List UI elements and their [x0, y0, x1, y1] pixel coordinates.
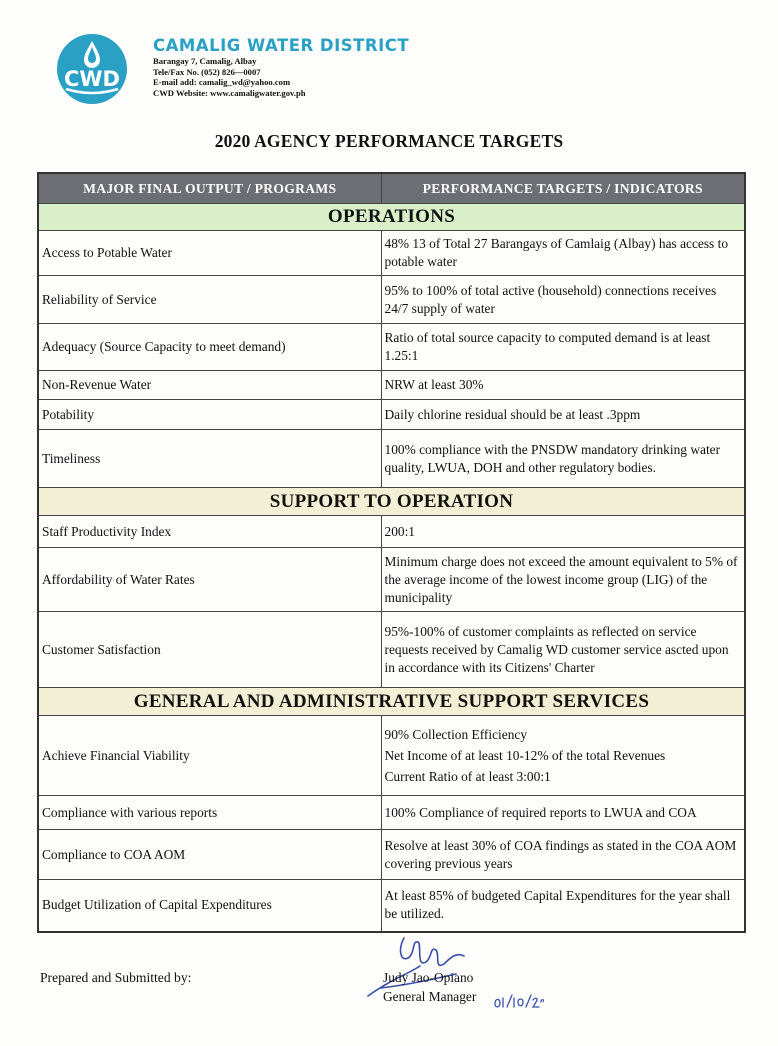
program-cell: Compliance with various reports: [38, 796, 381, 830]
table-row: [38, 371, 745, 400]
org-website: CWD Website: www.camaligwater.gov.ph: [153, 87, 306, 98]
table-row: [38, 830, 745, 880]
section-title: SUPPORT TO OPERATION: [38, 488, 745, 516]
table-row: [38, 430, 745, 488]
target-cell: 100% compliance with the PNSDW mandatory drinking water quality, LWUA, DOH and other regulatory bodies.: [381, 430, 745, 488]
table-header-row: [38, 173, 745, 204]
section-title: GENERAL AND ADMINISTRATIVE SUPPORT SERVICES: [38, 688, 745, 716]
target-cell: Ratio of total source capacity to computed demand is at least 1.25:1: [381, 324, 745, 371]
signatory-name: Judy Jao-Opiano: [383, 970, 474, 985]
target-cell: 100% Compliance of required reports to LWUA and COA: [381, 796, 745, 830]
program-cell: Budget Utilization of Capital Expenditures: [38, 880, 381, 932]
section-header-general-admin-support: [38, 688, 745, 716]
performance-targets-table: [37, 172, 746, 933]
column-header-programs: MAJOR FINAL OUTPUT / PROGRAMS: [38, 173, 381, 204]
logo-text: CWD: [63, 67, 121, 91]
table-row: [38, 400, 745, 430]
program-cell: Customer Satisfaction: [38, 612, 381, 688]
section-title: OPERATIONS: [38, 204, 745, 231]
target-cell: NRW at least 30%: [381, 371, 745, 400]
target-cell: Minimum charge does not exceed the amount equivalent to 5% of the average income of the lowest income group (LIG) of the municipality: [381, 548, 745, 612]
table-row: [38, 276, 745, 324]
org-address: Barangay 7, Camalig, Albay: [153, 56, 257, 66]
prepared-by-label: Prepared and Submitted by:: [40, 970, 192, 985]
section-header-support-to-operation: [38, 488, 745, 516]
signatory-title: General Manager: [383, 989, 477, 1004]
table-row: [38, 231, 745, 276]
program-cell: Affordability of Water Rates: [38, 548, 381, 612]
section-header-operations: [38, 204, 745, 231]
cwd-logo: [56, 33, 128, 105]
program-cell: Non-Revenue Water: [38, 371, 381, 400]
org-telefax: Tele/Fax No. (052) 826—0007: [153, 66, 261, 77]
handwritten-date: [492, 990, 544, 1010]
table-row: [38, 796, 745, 830]
table-row: [38, 516, 745, 548]
column-header-targets: PERFORMANCE TARGETS / INDICATORS: [381, 173, 745, 204]
program-cell: Achieve Financial Viability: [38, 716, 381, 796]
target-cell: Daily chlorine residual should be at least .3ppm: [381, 400, 745, 430]
table-row: [38, 612, 745, 688]
kpi-net-income: Net Income of at least 10-12% of the total Revenues: [384, 747, 666, 763]
kpi-collection-efficiency: 90% Collection Efficiency: [384, 726, 528, 742]
org-name: CAMALIG WATER DISTRICT: [153, 36, 410, 55]
program-cell: Adequacy (Source Capacity to meet demand): [38, 324, 381, 371]
program-cell: Reliability of Service: [38, 276, 381, 324]
target-cell: [381, 716, 745, 796]
target-cell: 95% to 100% of total active (household) connections receives 24/7 supply of water: [381, 276, 745, 324]
kpi-current-ratio: Current Ratio of at least 3:00:1: [384, 768, 551, 784]
target-cell: Resolve at least 30% of COA findings as stated in the COA AOM covering previous years: [381, 830, 745, 880]
program-cell: Timeliness: [38, 430, 381, 488]
target-cell: 95%-100% of customer complaints as reflected on service requests received by Camalig WD customer service ascted upon in accordance with its Citizens' Charter: [381, 612, 745, 688]
program-cell: Staff Productivity Index: [38, 516, 381, 548]
program-cell: Compliance to COA AOM: [38, 830, 381, 880]
document-title: 2020 AGENCY PERFORMANCE TARGETS: [214, 131, 564, 151]
program-cell: Potability: [38, 400, 381, 430]
org-email: E-mail add: camalig_wd@yahoo.com: [153, 77, 291, 88]
table-row: [38, 716, 745, 796]
target-cell: At least 85% of budgeted Capital Expenditures for the year shall be utilized.: [381, 880, 745, 932]
program-cell: Access to Potable Water: [38, 231, 381, 276]
letterhead: [153, 36, 409, 98]
table-row: [38, 324, 745, 371]
table-row: [38, 880, 745, 932]
target-cell: 200:1: [381, 516, 745, 548]
signatory-block: [383, 968, 476, 1006]
target-cell: 48% 13 of Total 27 Barangays of Camlaig (Albay) has access to potable water: [381, 231, 745, 276]
table-row: [38, 548, 745, 612]
